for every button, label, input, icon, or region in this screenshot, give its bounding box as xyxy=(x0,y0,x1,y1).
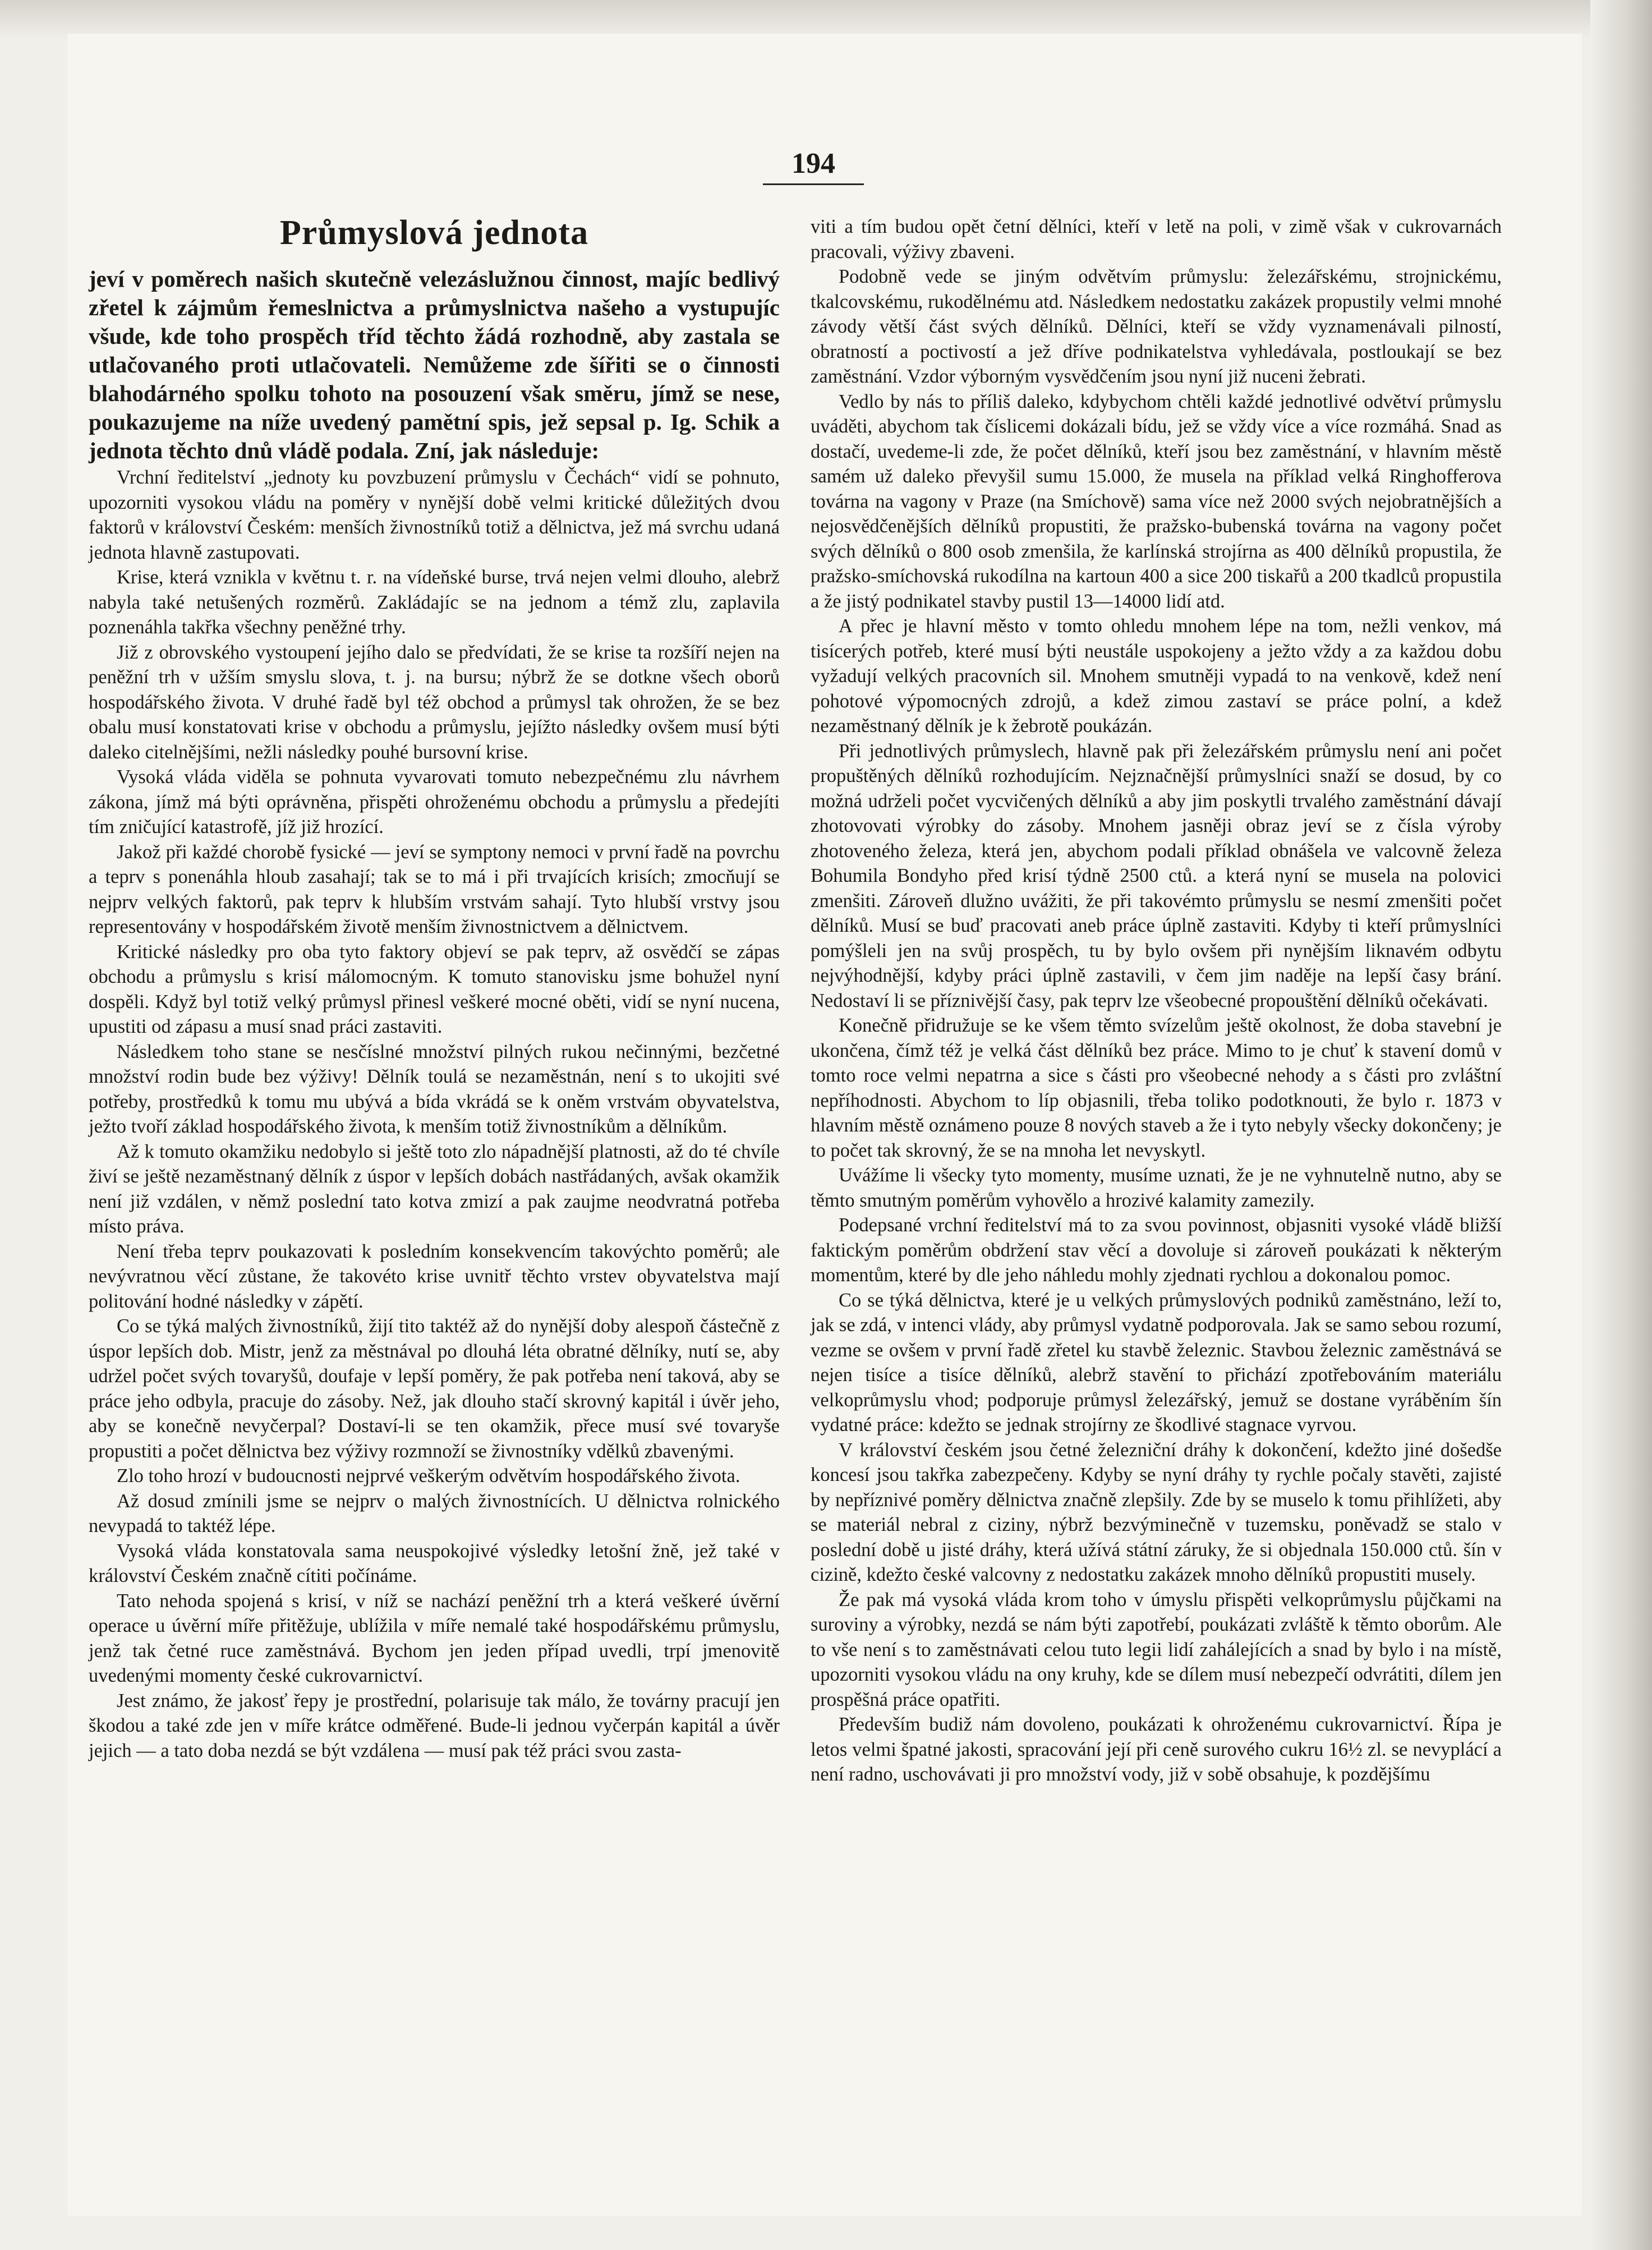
article-intro: jeví v poměrech našich skutečně velezáslužnou činnost, majíc bedlivý zřetel k zájmům řemeslnictva a průmyslnictva našeho a vystupujíc všude, kde toho prospěch tříd těchto žádá rozhodně, aby zastala se utlačovaného proti utlačovateli. Nemůžeme zde šířiti se o činnosti blahodárného spolku tohoto na posouzení však směru, jímž se nese, poukazujeme na níže uvedený pamětní spis, jež sepsal p. Ig. Schik a jednota těchto dnů vládě podala. Zní, jak následuje: xyxy=(89,266,780,463)
left-paragraph: Následkem toho stane se nesčíslné množství pilných rukou nečinnými, bezčetné množství rodin bude bez výživy! Dělník toulá se nezaměstnán, není s to ukojiti své potřeby, prostředků k tomu mu ubývá a bída vkrádá se k oněm vrstvám obyvatelstva, ježto tvoří základ hospodářského života, k menším totiž živnostníkům a dělníkům. xyxy=(89,1041,780,1137)
right-paragraph: Konečně přidružuje se ke všem těmto svízelům ještě okolnost, že doba stavební je ukončena, čímž též je velká část dělníků bez práce. Mimo to je chuť k stavení domů v tomto roce velmi nepatrna a sice s části pro všeobecné nehody a s části pro zvláštní nepříhodnosti. Abychom to líp objasnili, třeba toliko podotknouti, že bylo r. 1873 v hlavním městě oznámeno pouze 8 nových staveb a že i tyto nebyly všecky dokončeny; je to počet tak skrovný, že se na mnoha let nevyskytl. xyxy=(811,1015,1502,1161)
left-paragraph: Již z obrovského vystoupení jejího dalo se předvídati, že se krise ta rozšíří nejen na peněžní trh v užším smyslu slova, t. j. na bursu; nýbrž že se dotkne všech oborů hospodářského života. V druhé řadě byl též obchod a průmysl tak ohrožen, že se bez obalu musí konstatovati krise v obchodu a průmyslu, jejížto následky ovšem musí býti daleko citelnějšími, nežli následky pouhé bursovní krise. xyxy=(89,641,780,763)
right-paragraph: viti a tím budou opět četní dělníci, kteří v letě na poli, v zimě však v cukrovarnách pracovali, výživy zbaveni. xyxy=(811,216,1502,263)
left-paragraph: Jakož při každé chorobě fysické — jeví se symptony nemoci v první řadě na povrchu a teprv s ponenáhla hloub zasahají; tak se to má i při trvajících krisích; zmocňují se nejprv velkých faktorů, pak teprv k hlubším vrstvám sahají. Tyto hlubší vrstvy jsou representovány v hospodářském životě menším živnostnictvem a dělnictvem. xyxy=(89,841,780,937)
left-paragraph: Vysoká vláda konstatovala sama neuspokojivé výsledky letošní žně, jež také v království Českém značně cítiti počínáme. xyxy=(89,1540,780,1586)
left-paragraph: Jest známo, že jakosť řepy je prostřední, polarisuje tak málo, že továrny pracují jen škodou a také zde jen v míře krátce odměřené. Bude-li jednou vyčerpán kapitál a úvěr jejich — a tato doba nezdá se být vzdálena — musí pak též práci svou zasta- xyxy=(89,1690,780,1761)
right-paragraph: Především budiž nám dovoleno, poukázati k ohroženému cukrovarnictví. Řípa je letos velmi špatné jakosti, spracování její při ceně surového cukru 16½ zl. se nevyplácí a není radno, uschovávati ji pro množství vody, již v sobě obsahuje, k pozdějšímu xyxy=(811,1714,1502,1785)
right-paragraph: V království českém jsou četné železniční dráhy k dokončení, kdežto jiné došedše koncesí jsou takřka zabezpečeny. Kdyby se nyní dráhy ty rychle počaly stavěti, zajisté by nepříznivé poměry dělnictva značně zlepšily. Zde by se muselo k tomu přihlížeti, aby se materiál nebral z ciziny, nýbrž bezvýminečně v tuzemsku, poněvadž se stalo v poslední době u jisté dráhy, která užívá státní záruky, že si objednala 150.000 ctů. šín v cizině, kdežto české valcovny z nedostatku zakázek mnoho dělníků propustiti musely. xyxy=(811,1439,1502,1585)
right-column xyxy=(811,214,1502,1787)
article-title: Průmyslová jednota xyxy=(279,214,589,252)
right-paragraph: Podobně vede se jiným odvětvím průmyslu: železářskému, strojnickému, tkalcovskému, rukodělnému atd. Následkem nedostatku zakázek propustily velmi mnohé závody větší část svých dělníků. Dělníci, kteří se vždy vyznamenávali pilností, obratností a poctivostí a jež dříve podnikatelstva vyhledávala, postloukají se bez zaměstnání. Vzdor výborným vysvědčením jsou nyní již nuceni žebrati. xyxy=(811,266,1502,387)
left-paragraph: Co se týká malých živnostníků, žijí tito taktéž až do nynější doby alespoň částečně z úspor lepších dob. Mistr, jenž za městnával po dlouhá léta obratné dělníky, nutí se, aby udržel počet svých tovaryšů, doufaje v lepší poměry, že pak potřeba není taková, aby se práce jeho odbyla, pracuje do zásoby. Než, jak dlouho stačí skrovný kapitál i úvěr jeho, aby se konečně nevyčerpal? Dostaví-li se ten okamžik, přece musí své tovaryše propustiti a počet dělnictva bez výživy rozmnoží se živnostníky vdělků zbavenými. xyxy=(89,1315,780,1462)
right-paragraph: Vedlo by nás to příliš daleko, kdybychom chtěli každé jednotlivé odvětví průmyslu uváděti, abychom tak číslicemi dokázali bídu, jež se vždy více a více rozmáhá. Snad as dostačí, uvedeme-li zde, že počet dělníků, kteří jsou bez zaměstnání, v hlavním městě samém už daleko převyšil sumu 15.000, že musela na příklad velká Ringhofferova továrna na vagony v Praze (na Smíchově) sama více než 2000 svých nejobratnějších a nejosvědčenějších dělníků propustiti, že pražsko-bubenská továrna na vagony počet svých dělníků o 800 osob zmenšila, že karlínská strojírna as 400 dělníků propustila, že pražsko-smíchovská rukodílna na kartoun 400 a sice 200 tiskařů a 200 tkadlců propustila a že jistý podnikatel stavby pustil 13—14000 lidí atd. xyxy=(811,390,1502,612)
right-paragraph: Při jednotlivých průmyslech, hlavně pak při železářském průmyslu není ani počet propuštěných dělníků rozhodujícím. Nejznačnější průmyslníci snaží se dosud, by co možná udrželi počet vycvičených dělníků a aby jim poskytli trvalého zaměstnání dávají zhotovovati výrobky do zásoby. Mnohem jasněji obraz jeví se z čísla výroby zhotoveného železa, která jen, abychom podali příklad obnášela ve valcovně železa Bohumila Bondyho před krisí týdně 2500 ctů. a která nyní se musela na polovici zmenšiti. Zároveň dlužno uvážiti, že při takovémto průmyslu se nesmí zmenšiti počet dělníků. Musí se buď pracovati aneb práce úplně zastaviti. Kdyby ti kteří průmyslníci pomýšleli jen na svůj prospěch, tu by bylo ovšem při nynějším liknavém odbytu nejvýhodnější, kdyby práci úplně zastavili, v čem jim naděje na lepší časy brání. Nedostaví li se příznivější časy, pak teprv lze všeobecné propouštění dělníků očekávati. xyxy=(811,740,1502,1011)
page-number: 194 xyxy=(763,147,864,185)
left-paragraph: Vysoká vláda viděla se pohnuta vyvarovati tomuto nebezpečnému zlu návrhem zákona, jímž má býti oprávněna, přispěti ohroženému obchodu a průmyslu a předejíti tím zničující katastrofě, jíž již hrozící. xyxy=(89,766,780,838)
right-paragraph: Uvážíme li všecky tyto momenty, musíme uznati, že je ne vyhnutelně nutno, aby se těmto smutným poměrům vyhovělo a hrozivé kalamity zamezily. xyxy=(811,1165,1502,1211)
right-paragraph: Že pak má vysoká vláda krom toho v úmyslu přispěti velkoprůmyslu půjčkami na suroviny a výrobky, nezdá se nám býti zapotřebí, poukázati zvláště k těmto oborům. Ale to vše není s to zaměstnávati celou tuto legii lidí zahálejících a snad by bylo i na místě, upozorniti vysokou vládu na ony kruhy, kde se dílem musí nebezpečí odvrátiti, dílem jen prospěšná práce opatřiti. xyxy=(811,1589,1502,1710)
right-paragraph: Podepsané vrchní ředitelství má to za svou povinnost, objasniti vysoké vládě bližší faktickým poměrům obdržení stav věcí a dovoluje si zároveň poukázati k některým momentům, které by dle jeho náhledu mohly zjednati rychlou a dokonalou pomoc. xyxy=(811,1214,1502,1286)
left-column xyxy=(89,213,780,1763)
scan-right-edge xyxy=(1590,0,1652,2250)
left-paragraph: Vrchní ředitelství „jednoty ku povzbuzení průmyslu v Čechách“ vidí se pohnuto, upozorniti vysokou vládu na poměry v nynější době velmi kritické důležitých dvou faktorů v království Českém: menších živnostníků totiž a dělnictva, jež má svrchu udaná jednota hlavně zastupovati. xyxy=(89,467,780,563)
left-paragraph: Není třeba teprv poukazovati k posledním konsekvencím takovýchto poměrů; ale nevývratnou věcí zůstane, že takovéto krise uvnitř těchto vrstev obyvatelstva mají politování hodné následky v zápětí. xyxy=(89,1240,780,1312)
right-paragraph: Co se týká dělnictva, které je u velkých průmyslových podniků zaměstnáno, leží to, jak se zdá, v intenci vlády, aby průmysl vydatně podporovala. Jak se samo sebou rozumí, vezme se ovšem v první řadě zřetel ku stavbě železnic. Stavbou železnic zaměstnává se nejen tisíce a tisíce dělníků, alebrž stavění to přichází zpotřebováním materiálu velkoprůmyslu vhod; podporuje průmysl železářský, jemuž se dostane vyráběním šín vydatné práce: kdežto se jednak strojírny ze škodlivé stagnace vyrvou. xyxy=(811,1289,1502,1435)
left-paragraph: Až k tomuto okamžiku nedobylo si ještě toto zlo nápadnější platnosti, až do té chvíle živí se ještě nezaměstnaný dělník z úspor v lepších dobách nastřádaných, avšak okamžik není již vzdálen, v němž poslední tato kotva zmizí a pak zaujme neodvratná potřeba místo práva. xyxy=(89,1140,780,1237)
left-paragraph: Krise, která vznikla v květnu t. r. na vídeňské burse, trvá nejen velmi dlouho, alebrž nabyla také netušených rozměrů. Zakládajíc se na jednom a témž zlu, zaplavila poznenáhla takřka všechny peněžné trhy. xyxy=(89,567,780,638)
left-paragraph: Až dosud zmínili jsme se nejprv o malých živnostnících. U dělnictva rolnického nevypadá to taktéž lépe. xyxy=(89,1490,780,1536)
right-paragraph: A přec je hlavní město v tomto ohledu mnohem lépe na tom, nežli venkov, má tisícerých potřeb, které musí býti neustále uspokojeny a ježto vždy a za každou dobu vyžadují velkých pracovních sil. Mnohem smutněji vypadá to na venkově, kdež není pohotové výpomocných zdrojů, a kdež zimou zastaví se práce polní, a kdež nezaměstnaný dělník je k žebrotě poukázán. xyxy=(811,615,1502,737)
left-paragraph: Zlo toho hrozí v budoucnosti nejprvé veškerým odvětvím hospodářského života. xyxy=(117,1465,740,1487)
left-paragraph: Kritické následky pro oba tyto faktory objeví se pak teprv, až osvědčí se zápas obchodu a průmyslu s krisí málomocným. K tomuto stanovisku jsme bohužel nyní dospěli. Když byl totiž velký průmysl přinesl veškeré mocné oběti, vidí se nyní nucena, upustiti od zápasu a musí snad práci zastaviti. xyxy=(89,941,780,1037)
left-paragraph: Tato nehoda spojená s krisí, v níž se nachází peněžní trh a která veškeré úvěrní operace u úvěrní míře přitěžuje, ublížila v míře nemalé také hospodářskému průmyslu, jenž tak četné ruce zaměstnává. Bychom jen jeden případ uvedli, trpí jmenovitě uvedenými momenty české cukrovarnictví. xyxy=(89,1590,780,1686)
